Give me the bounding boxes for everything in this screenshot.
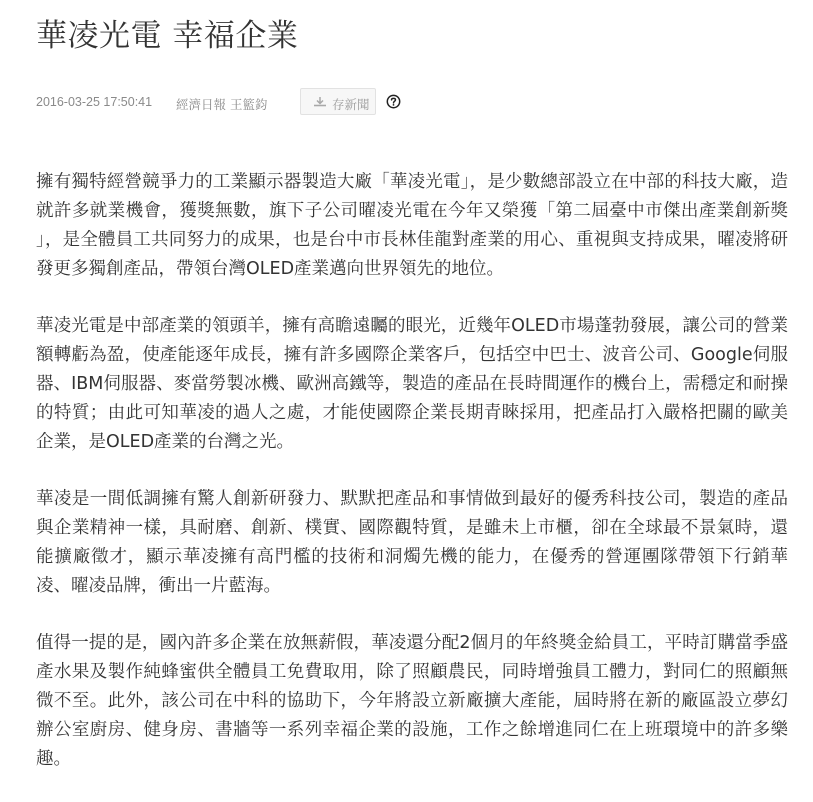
article-paragraph: 擁有獨特經營競爭力的工業顯示器製造大廠「華凌光電」，是少數總部設立在中部的科技大廠，造就許多就業機會，獲獎無數，旗下子公司曜凌光電在今年又榮獲「第二屆臺中市傑出產業創新獎 」，是全體員工共同努力的成果，也是台中市長林佳龍對產業的用心、重視與支持成果，曜凌將研發更多獨創產品，帶領台灣OLED產業邁向世界領先的地位。 (36, 172, 788, 279)
save-news-button[interactable] (300, 88, 376, 115)
article-paragraph: 值得一提的是，國內許多企業在放無薪假，華凌還分配2個月的年終獎金給員工，平時訂購當季盛產水果及製作純蜂蜜供全體員工免費取用，除了照顧農民，同時增強員工體力，對同仁的照顧無微不至。此外，該公司在中科的協助下，今年將設立新廠擴大產能，屆時將在新的廠區設立夢幻辦公室廚房、健身房、書牆等一系列幸福企業的設施，工作之餘增進同仁在上班環境中的許多樂趣。 (36, 633, 788, 769)
article (36, 0, 813, 802)
article-paragraph: 華凌是一間低調擁有驚人創新研發力、默默把產品和事情做到最好的優秀科技公司，製造的產品與企業精神一樣，具耐磨、創新、樸實、國際觀特質，是雖未上市櫃，卻在全球最不景氣時，還能擴廠徵才，顯示華凌擁有高門檻的技術和洞燭先機的能力，在優秀的營運團隊帶領下行銷華凌、曜凌品牌，衝出一片藍海。 (36, 489, 788, 596)
article-body (36, 168, 788, 774)
question-circle-icon[interactable] (386, 94, 401, 109)
author-name: 王籃鈞 (230, 98, 268, 112)
download-icon (313, 96, 327, 108)
news-source: 經濟日報 (176, 98, 227, 112)
save-news-label: 存新聞 (332, 98, 370, 112)
publish-date: 2016-03-25 17:50:41 (36, 95, 153, 109)
article-paragraph: 華凌光電是中部產業的領頭羊，擁有高瞻遠矚的眼光，近幾年OLED市場蓬勃發展，讓公司的營業額轉虧為盈，使產能逐年成長，擁有許多國際企業客戶，包括空中巴士、波音公司、Google伺服器、IBM伺服器、麥當勞製冰機、歐洲高鐵等，製造的產品在長時間運作的機台上，需穩定和耐操的特質；由此可知華凌的過人之處，才能使國際企業長期青睞採用，把產品打入嚴格把關的歐美企業，是OLED產業的台灣之光。 (36, 316, 788, 452)
article-meta (36, 88, 813, 118)
article-title: 華凌光電 幸福企業 (36, 18, 299, 54)
